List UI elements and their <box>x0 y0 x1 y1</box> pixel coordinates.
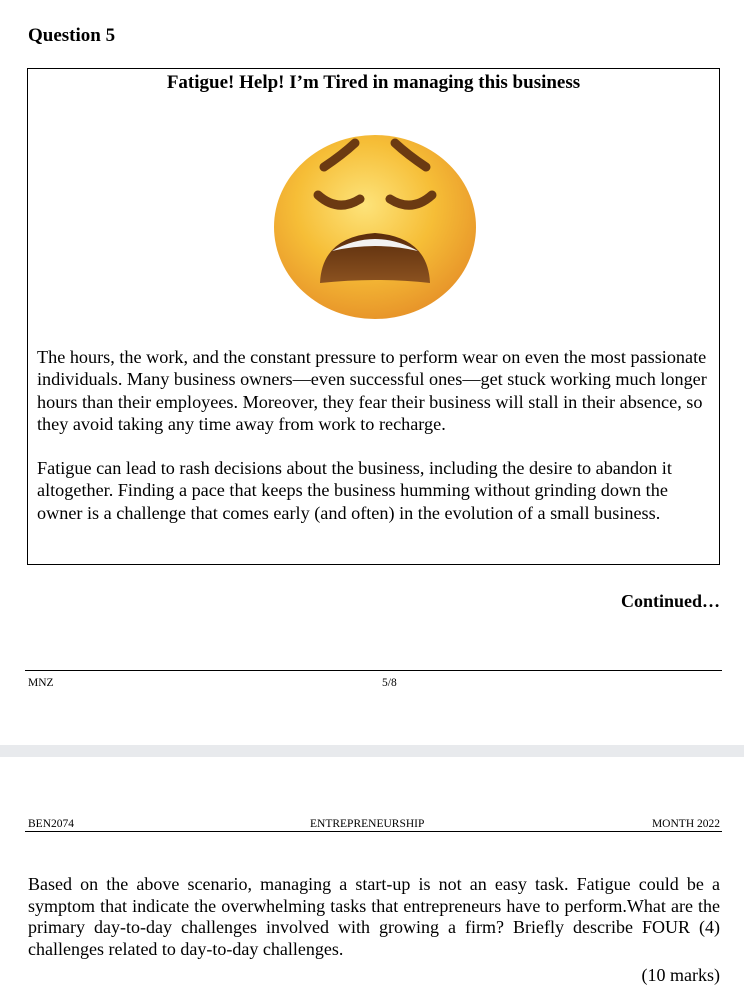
exam-date: MONTH 2022 <box>651 818 720 830</box>
continued-label: Continued… <box>620 591 720 611</box>
header-divider <box>25 831 722 832</box>
page-number: 5/8 <box>382 677 397 689</box>
case-paragraph: Fatigue can lead to rash decisions about the business, including the desire to abandon it altogether. Finding a pace that keeps the business humming without grinding down the owner is a challenge that comes early (and often) in the evolution of a small business. <box>37 458 672 523</box>
case-title: Fatigue! Help! I’m Tired in managing this business <box>166 72 581 93</box>
question-title: Question 5 <box>28 25 116 46</box>
tired-face-emoji-icon <box>272 133 478 321</box>
footer-initials: MNZ <box>28 677 54 689</box>
course-subject: ENTREPRENEURSHIP <box>310 818 425 830</box>
case-box <box>27 68 720 565</box>
page-separator <box>0 745 744 757</box>
question-text: Based on the above scenario, managing a start-up is not an easy task. Fatigue could be a symptom that indicate the overwhelming tasks that entrepreneurs have to perform.What are the primary day-to-day challenges involved with growing a firm? Briefly describe FOUR (4) challenges related to day-to-day challenges. <box>28 874 720 959</box>
course-code: BEN2074 <box>28 818 74 830</box>
marks-label: (10 marks) <box>641 965 720 985</box>
footer-divider <box>25 670 722 671</box>
case-paragraph: The hours, the work, and the constant pressure to perform wear on even the most passionate individuals. Many business owners—even successful ones—get stuck working much longer hours than their employees. Moreover, they fear their business will stall in their absence, so they avoid taking any time away from work to recharge. <box>37 347 707 434</box>
